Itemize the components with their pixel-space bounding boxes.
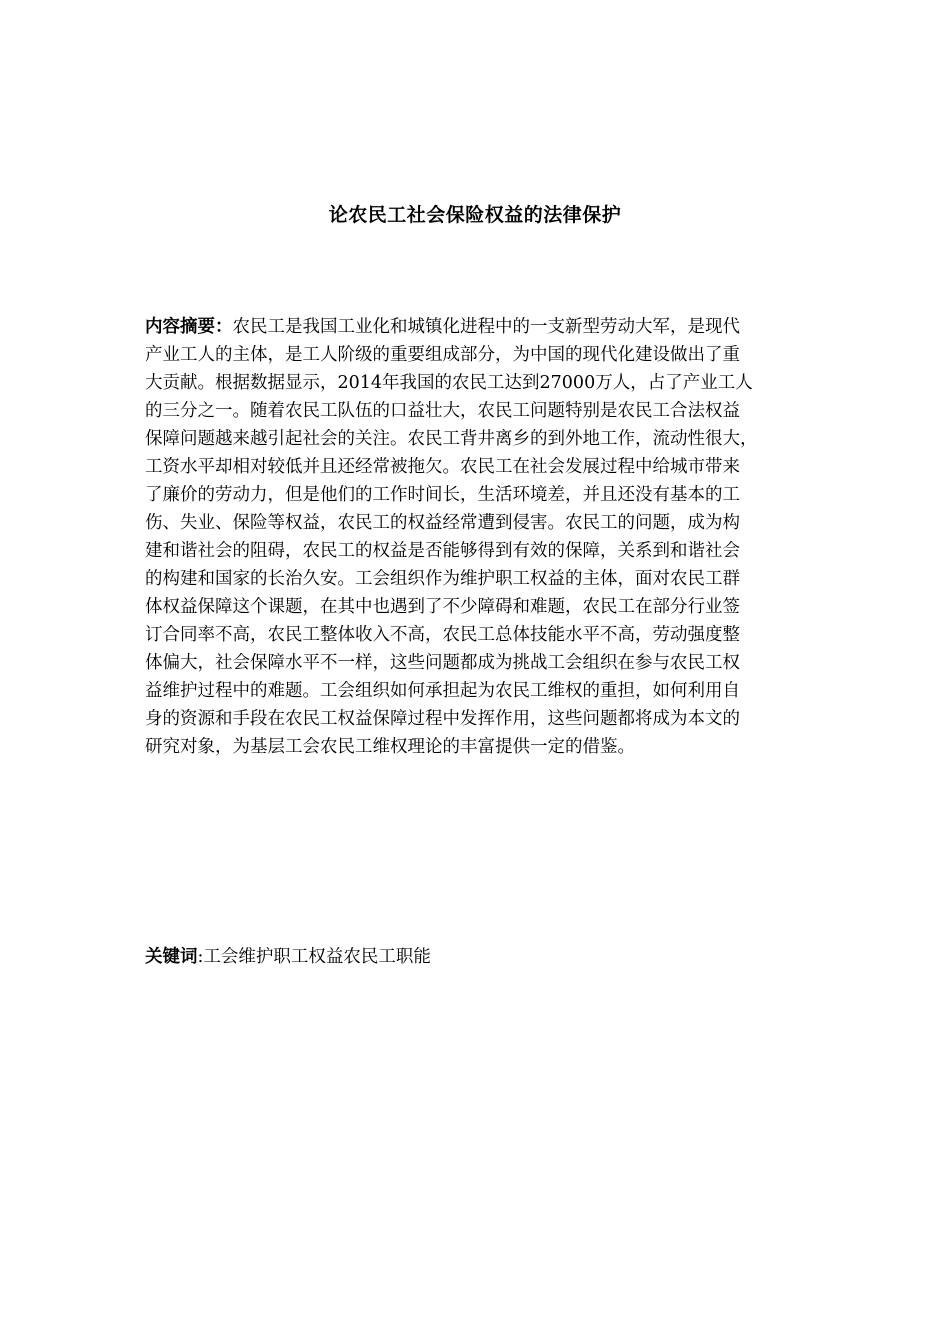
keywords-separator: : <box>197 947 204 967</box>
abstract-line: 大贡献。根据数据显示，2014年我国的农民工达到27000万人，占了产业工人 <box>145 373 753 393</box>
abstract-line <box>145 313 807 341</box>
abstract-line: 益维护过程中的难题。工会组织如何承担起为农民工维权的重担，如何利用自 <box>145 681 740 701</box>
keywords-label: 关键词 <box>145 947 198 967</box>
abstract-text: 农民工是我国工业化和城镇化进程中的一支新型劳动大军，是现代 <box>232 317 740 337</box>
abstract-line: 体权益保障这个课题，在其中也遇到了不少障碍和难题，农民工在部分行业签 <box>145 597 740 617</box>
abstract-line: 体偏大，社会保障水平不一样，这些问题都成为挑战工会组织在参与农民工权 <box>145 653 740 673</box>
abstract-line: 订合同率不高，农民工整体收入不高，农民工总体技能水平不高，劳动强度整 <box>145 625 740 645</box>
abstract-line: 伤、失业、保险等权益，农民工的权益经常遭到侵害。农民工的问题，成为构 <box>145 513 740 533</box>
document-title: 论农民工社会保险权益的法律保护 <box>328 204 622 226</box>
abstract-line: 工资水平却相对较低并且还经常被拖欠。农民工在社会发展过程中给城市带来 <box>145 457 740 477</box>
keywords-line <box>145 943 807 971</box>
abstract-line: 了廉价的劳动力，但是他们的工作时间长，生活环境差，并且还没有基本的工 <box>145 485 740 505</box>
abstract-line: 的三分之一。随着农民工队伍的口益壮大，农民工问题特别是农民工合法权益 <box>145 401 740 421</box>
abstract-line: 保障问题越来越引起社会的关注。农民工背井离乡的到外地工作，流动性很大， <box>145 429 758 449</box>
abstract-line: 研究对象，为基层工会农民工维权理论的丰富提供一定的借鉴。 <box>145 737 635 757</box>
abstract-line: 的构建和国家的长治久安。工会组织作为维护职工权益的主体，面对农民工群 <box>145 569 740 589</box>
keywords-text: 工会维护职工权益农民工职能 <box>203 947 431 967</box>
abstract-line: 产业工人的主体，是工人阶级的重要组成部分，为中国的现代化建设做出了重 <box>145 345 740 365</box>
abstract-line: 建和谐社会的阻碍，农民工的权益是否能够得到有效的保障，关系到和谐社会 <box>145 541 740 561</box>
abstract-label: 内容摘要： <box>145 317 233 337</box>
abstract-line: 身的资源和手段在农民工权益保障过程中发挥作用，这些问题都将成为本文的 <box>145 709 740 729</box>
abstract-paragraph <box>145 313 807 761</box>
